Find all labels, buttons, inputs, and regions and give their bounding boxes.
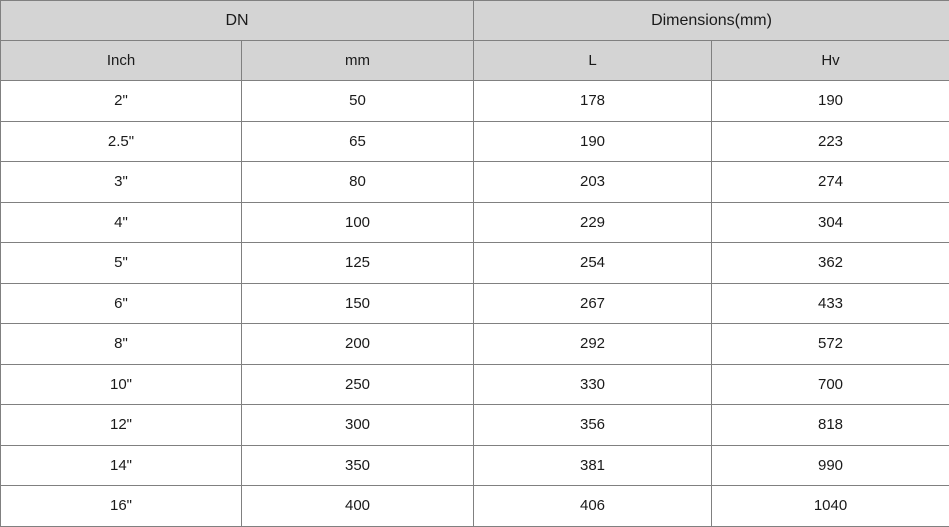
column-header-row — [1, 41, 949, 81]
cell-l: 203 — [474, 162, 712, 203]
cell-inch: 3" — [1, 162, 242, 203]
cell-hv: 223 — [712, 121, 949, 162]
cell-l: 330 — [474, 364, 712, 405]
table-row — [1, 121, 949, 162]
table-row — [1, 324, 949, 365]
table-row — [1, 283, 949, 324]
cell-inch: 8" — [1, 324, 242, 365]
cell-hv: 362 — [712, 243, 949, 284]
cell-inch: 6" — [1, 283, 242, 324]
cell-hv: 433 — [712, 283, 949, 324]
group-header-dn: DN — [1, 1, 474, 41]
table-body — [1, 81, 949, 527]
cell-mm: 100 — [242, 202, 474, 243]
cell-l: 178 — [474, 81, 712, 122]
cell-hv: 572 — [712, 324, 949, 365]
table-row — [1, 445, 949, 486]
table-row — [1, 364, 949, 405]
cell-hv: 818 — [712, 405, 949, 446]
cell-inch: 10" — [1, 364, 242, 405]
cell-inch: 2" — [1, 81, 242, 122]
group-header-row — [1, 1, 949, 41]
cell-l: 292 — [474, 324, 712, 365]
table-row — [1, 202, 949, 243]
cell-l: 406 — [474, 486, 712, 527]
column-header-hv: Hv — [712, 41, 949, 81]
cell-l: 190 — [474, 121, 712, 162]
cell-hv: 190 — [712, 81, 949, 122]
cell-inch: 14" — [1, 445, 242, 486]
table-row — [1, 162, 949, 203]
cell-mm: 300 — [242, 405, 474, 446]
cell-l: 381 — [474, 445, 712, 486]
cell-hv: 700 — [712, 364, 949, 405]
cell-hv: 1040 — [712, 486, 949, 527]
cell-inch: 12" — [1, 405, 242, 446]
cell-inch: 4" — [1, 202, 242, 243]
table-row — [1, 243, 949, 284]
cell-mm: 65 — [242, 121, 474, 162]
cell-inch: 2.5" — [1, 121, 242, 162]
group-header-dimensions: Dimensions(mm) — [474, 1, 949, 41]
cell-hv: 274 — [712, 162, 949, 203]
cell-mm: 125 — [242, 243, 474, 284]
table-row — [1, 81, 949, 122]
cell-mm: 80 — [242, 162, 474, 203]
column-header-l: L — [474, 41, 712, 81]
column-header-inch: Inch — [1, 41, 242, 81]
cell-mm: 250 — [242, 364, 474, 405]
cell-inch: 16" — [1, 486, 242, 527]
column-header-mm: mm — [242, 41, 474, 81]
cell-mm: 200 — [242, 324, 474, 365]
cell-hv: 304 — [712, 202, 949, 243]
cell-mm: 350 — [242, 445, 474, 486]
cell-hv: 990 — [712, 445, 949, 486]
cell-l: 254 — [474, 243, 712, 284]
cell-mm: 150 — [242, 283, 474, 324]
table-row — [1, 486, 949, 527]
cell-inch: 5" — [1, 243, 242, 284]
table-row — [1, 405, 949, 446]
cell-mm: 400 — [242, 486, 474, 527]
cell-mm: 50 — [242, 81, 474, 122]
cell-l: 229 — [474, 202, 712, 243]
table-header — [1, 1, 949, 81]
cell-l: 356 — [474, 405, 712, 446]
cell-l: 267 — [474, 283, 712, 324]
